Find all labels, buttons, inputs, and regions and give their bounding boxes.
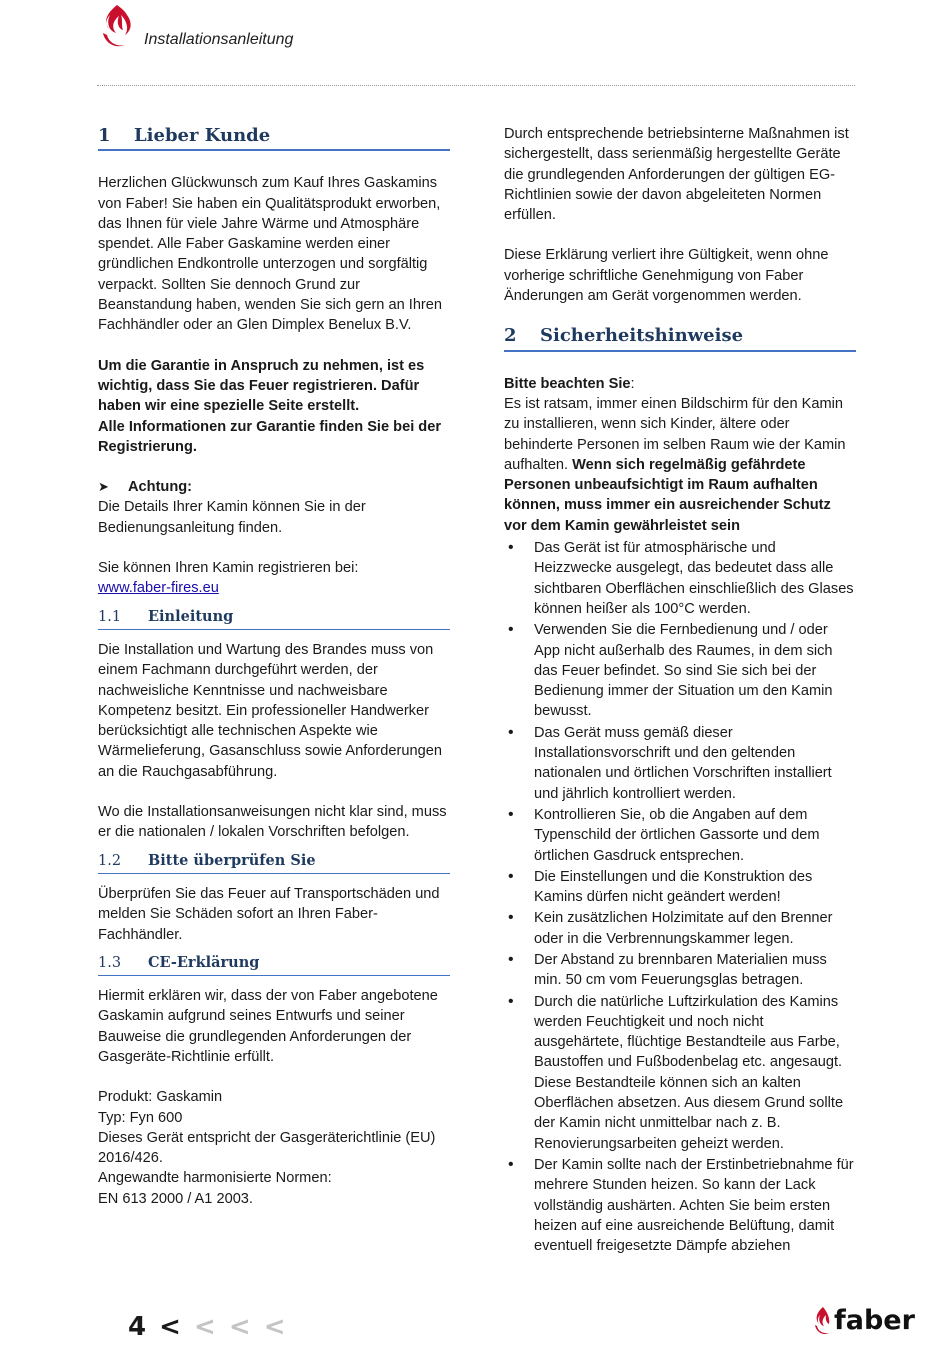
list-item: • Durch die natürliche Luftzirkulation des Kamins werden Feuchtigkeit und noch nicht ausgehärtete, flüchtige Bestandteile aus Farbe, Baustoffen und Fußbodenbelag etc. angesaugt. Diese Bestandteile können sich an kalten Oberflächen absetzen. Aus diesem Grund sollte der Kamin nicht unmittelbar nach z. B. Renovierungsarbeiten geheizt werden. — [504, 992, 856, 1154]
section-title: Bitte überprüfen Sie — [148, 851, 316, 869]
left-column — [98, 118, 450, 1209]
page-number: 4 — [128, 1312, 149, 1342]
notice-text: Es ist ratsam, immer einen Bildschirm für den Kamin zu installieren, wenn sich Kinder, ältere oder behinderte Personen im selben Raum wie der Kamin aufhalten. — [504, 395, 846, 473]
notice-paragraph — [504, 394, 856, 536]
notice-label-line — [504, 374, 856, 394]
product-line: Typ: Fyn 600 — [98, 1109, 183, 1126]
section-heading-1-1 — [98, 607, 450, 630]
warranty-paragraph: Um die Garantie in Anspruch zu nehmen, ist es wichtig, dass Sie das Feuer registrieren. Dafür haben wir eine spezielle Seite erstellt. — [98, 357, 425, 415]
section-title: CE-Erklärung — [148, 953, 260, 971]
warranty-info: Alle Informationen zur Garantie finden Sie bei der Registrierung. — [98, 418, 442, 455]
section-title: Sicherheitshinweise — [540, 325, 744, 347]
notice-bold: Wenn sich regelmäßig gefährdete Personen unbeaufsichtigt im Raum aufhalten können, muss immer ein ausreichender Schutz vor dem Kamin gewährleistet sein — [504, 456, 831, 534]
brand-wordmark: faber — [834, 1305, 915, 1336]
section-number: 1.1 — [98, 608, 122, 625]
list-item: • Kontrollieren Sie, ob die Angaben auf dem Typenschild der örtlichen Gassorte und dem örtlichen Gasdruck entsprechen. — [504, 805, 856, 866]
list-item: • Der Abstand zu brennbaren Materialien muss min. 50 cm vom Feuerungsglas betragen. — [504, 950, 856, 991]
product-line: Produkt: Gaskamin — [98, 1089, 223, 1106]
ce-paragraph: Hiermit erklären wir, dass der von Faber angebotene Gaskamin aufgrund seines Entwurfs und seiner Bauweise die grundlegenden Anforderungen der Gasgeräte-Richtlinie erfüllt. — [98, 988, 438, 1065]
conformity-paragraph: Durch entsprechende betriebsinterne Maßnahmen ist sichergestellt, dass serienmäßig hergestellte Geräte die grundlegenden Anforderungen der gültigen EG-Richtlinien sowie der davon abgeleiteten Normen erfüllen. — [504, 126, 849, 224]
register-text: Sie können Ihren Kamin registrieren bei: — [98, 560, 359, 577]
section-number: 1.3 — [98, 954, 122, 971]
product-line: EN 613 2000 / A1 2003. — [98, 1190, 253, 1207]
list-item: • Das Gerät ist für atmosphärische und Heizzwecke ausgelegt, das bedeutet dass alle sichtbaren Oberflächen einschließlich des Glases können heißer als 100°C werden. — [504, 538, 856, 619]
section-title: Lieber Kunde — [134, 125, 271, 146]
nav-arrows-dim: < < < — [194, 1312, 288, 1342]
product-line: Dieses Gerät entspricht der Gasgeräterichtlinie (EU) 2016/426. — [98, 1129, 436, 1167]
section-heading-1 — [98, 126, 450, 151]
installation-paragraph: Die Installation und Wartung des Brandes muss von einem Fachmann durchgeführt werden, der nachweisliche Kenntnisse und nachweisbare Kompetenz besitzt. Ein professioneller Handwerker berücksichtigt alle technischen Aspekte wie Wärmelieferung, Gasanschluss sowie Anforderungen an die Rauchgasabführung. — [98, 641, 442, 780]
arrow-bullet-icon: ➤ — [98, 479, 109, 495]
notice-colon: : — [630, 375, 635, 392]
intro-paragraph: Herzlichen Glückwunsch zum Kauf Ihres Gaskamins von Faber! Sie haben ein Qualitätsprodukt erworben, das Ihnen für viele Jahre Wärme und Atmosphäre spendet. Alle Faber Gaskamine werden einer gründlichen Endkontrolle unterzogen und sorgfältig verpackt. Sollten Sie dennoch Grund zur Beanstandung haben, wenden Sie sich gern an Ihren Fachhändler oder an Glen Dimplex Benelux B.V. — [98, 175, 443, 334]
list-item: • Das Gerät muss gemäß dieser Installationsvorschrift und den geltenden nationalen und örtlichen Vorschriften installiert und jährlich kontrolliert werden. — [504, 723, 856, 804]
list-item: • Kein zusätzlichen Holzimitate auf den Brenner oder in die Verbrennungskammer legen. — [504, 908, 856, 949]
list-item: • Verwenden Sie die Fernbedienung und / oder App nicht außerhalb des Raumes, in dem sich das Feuer befindet. So sind Sie sich bei der Bedienung immer der Situation um den Kamin bewusst. — [504, 620, 856, 721]
page-header — [97, 0, 857, 92]
flame-logo-icon — [97, 3, 135, 51]
section-heading-1-3 — [98, 953, 450, 976]
list-item: • Der Kamin sollte nach der Erstinbetriebnahme für mehrere Stunden heizen. So kann der Lack vollständig aushärten. Achten Sie beim ersten heizen auf eine ausreichende Belüftung, damit eventuell freigesetzte Dämpfe abziehen — [504, 1155, 856, 1256]
header-divider — [97, 85, 855, 86]
notice-label: Bitte beachten Sie — [504, 375, 631, 392]
section-number: 1 — [98, 125, 111, 146]
section-number: 2 — [504, 325, 517, 347]
flame-logo-icon — [812, 1306, 832, 1336]
list-item: • Die Einstellungen und die Konstruktion des Kamins dürfen nicht geändert werden! — [504, 867, 856, 908]
section-title: Einleitung — [148, 607, 234, 625]
document-title: Installationsanleitung — [144, 31, 294, 48]
check-paragraph: Überprüfen Sie das Feuer auf Transportschäden und melden Sie Schäden sofort an Ihren Faber-Fachhändler. — [98, 885, 440, 943]
regulations-paragraph: Wo die Installationsanweisungen nicht klar sind, muss er die nationalen / lokalen Vorschriften befolgen. — [98, 804, 447, 841]
register-link[interactable]: www.faber-fires.eu — [98, 580, 219, 597]
safety-list — [504, 538, 856, 1256]
right-column — [504, 124, 856, 1257]
nav-arrow-active[interactable]: < — [159, 1312, 183, 1342]
section-number: 1.2 — [98, 852, 122, 869]
attention-text: Die Details Ihrer Kamin können Sie in der Bedienungsanleitung finden. — [98, 499, 366, 536]
attention-label: Achtung: — [128, 479, 193, 496]
section-heading-1-2 — [98, 851, 450, 874]
page-navigation — [128, 1312, 287, 1342]
product-line: Angewandte harmonisierte Normen: — [98, 1170, 332, 1187]
section-heading-2 — [504, 326, 856, 351]
footer-brand — [812, 1305, 915, 1336]
validity-paragraph: Diese Erklärung verliert ihre Gültigkeit, wenn ohne vorherige schriftliche Genehmigung von Faber Änderungen am Gerät vorgenommen werden. — [504, 247, 829, 305]
attention-heading — [98, 477, 450, 497]
